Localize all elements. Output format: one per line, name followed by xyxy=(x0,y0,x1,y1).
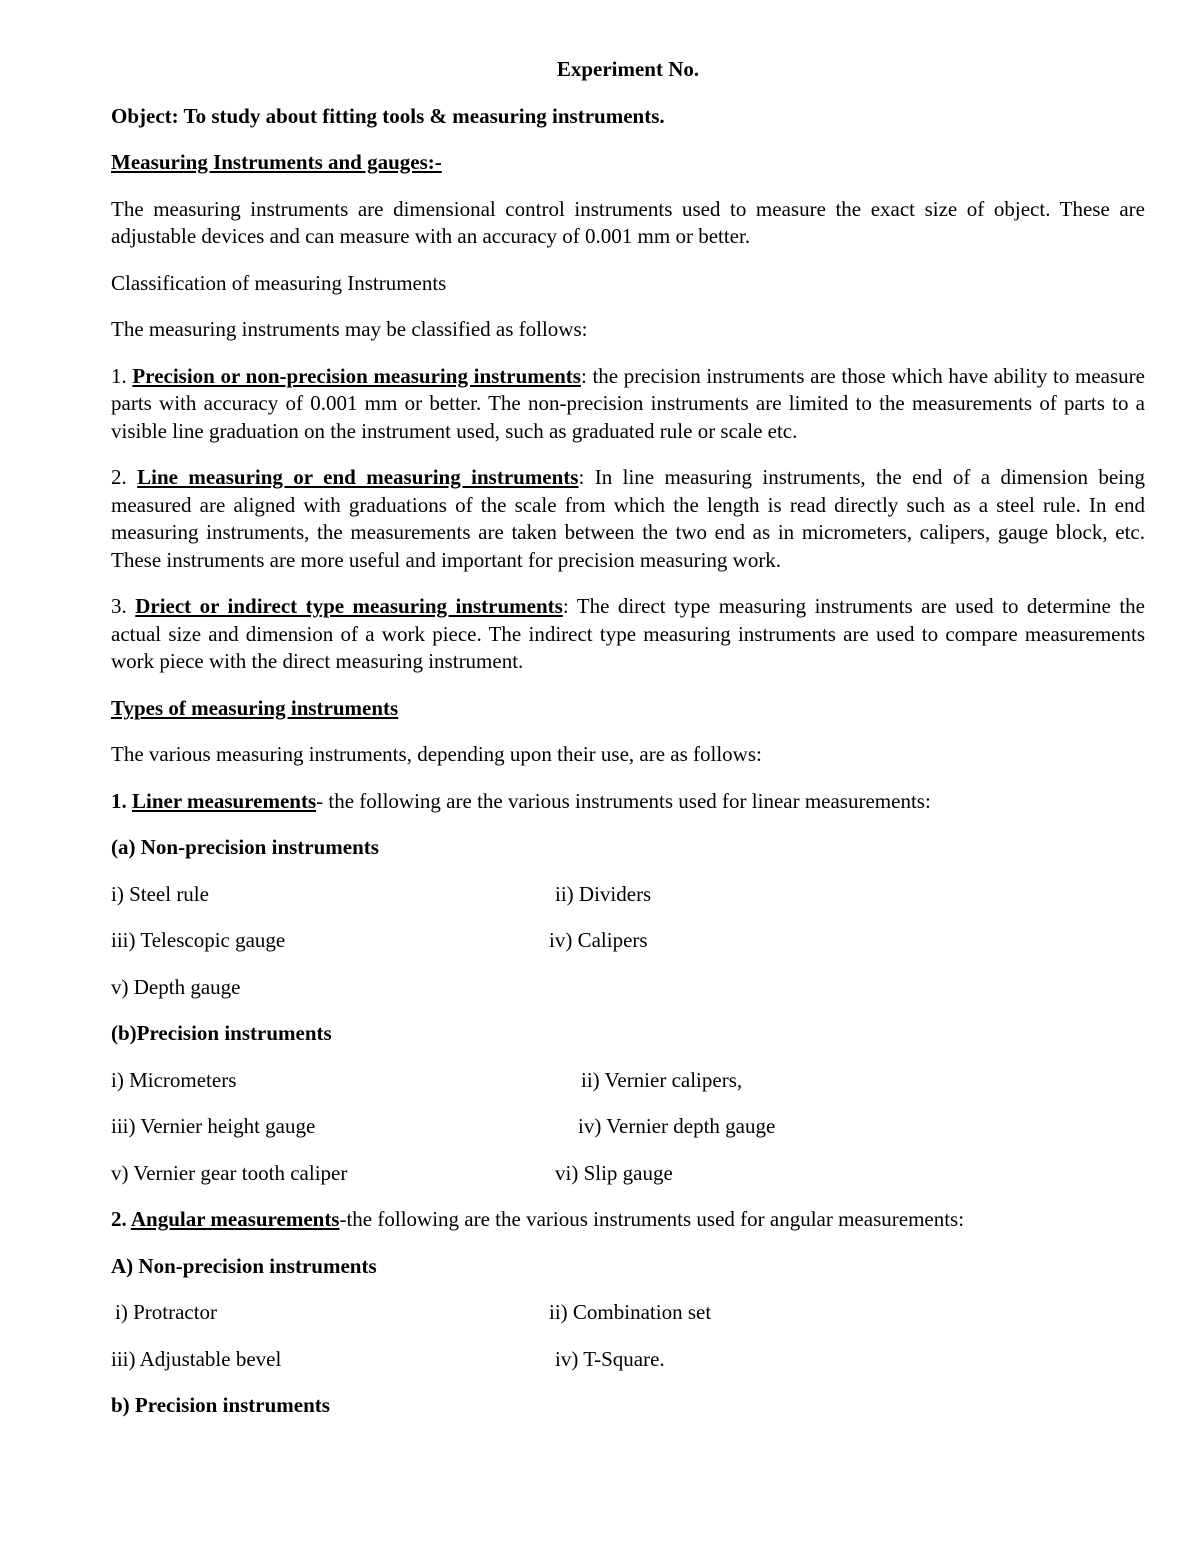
instrument-item: iv) T-Square. xyxy=(555,1346,665,1371)
types-heading: Types of measuring instruments xyxy=(111,695,399,720)
instrument-item: iv) Calipers xyxy=(549,928,648,952)
linear-non-precision-heading: (a) Non-precision instruments xyxy=(111,835,379,859)
instrument-row xyxy=(111,1299,1145,1327)
instrument-row xyxy=(111,927,1145,955)
instrument-row xyxy=(111,1067,1145,1095)
instrument-item: ii) Combination set xyxy=(549,1300,712,1324)
classification-item-2: 2. Line measuring or end measuring instruments: In line measuring instruments, the end of a dimension being measured are aligned with graduations of the scale from which the length is read directly such as a steel rule. In end measuring instruments, the measurements are taken between the two end as in micrometers, calipers, gauge block, etc. These instruments are more useful and important for precision measuring work. xyxy=(111,465,1145,572)
instrument-row xyxy=(111,1113,1145,1141)
instrument-item: ii) Vernier calipers, xyxy=(581,1067,743,1092)
linear-precision-heading: (b)Precision instruments xyxy=(111,1021,332,1045)
instrument-item: i) Protractor xyxy=(115,1300,218,1324)
instrument-item: v) Vernier gear tooth caliper xyxy=(111,1160,348,1185)
classification-heading: Classification of measuring Instruments xyxy=(111,270,447,295)
instrument-item: i) Steel rule xyxy=(111,881,209,906)
classification-term: Driect or indirect type measuring instruments xyxy=(135,594,563,618)
instrument-row xyxy=(111,1346,1145,1374)
classification-term: Line measuring or end measuring instruments xyxy=(137,465,579,489)
intro-paragraph: The measuring instruments are dimensional control instruments used to measure the exact size of object. These are adjustable devices and can measure with an accuracy of 0.001 mm or better. xyxy=(111,196,1145,248)
section-heading-measuring-instruments: Measuring Instruments and gauges:- xyxy=(111,150,442,174)
instrument-row xyxy=(111,1160,1145,1188)
angular-precision-heading: b) Precision instruments xyxy=(111,1393,330,1417)
object-statement: Object: To study about fitting tools & measuring instruments. xyxy=(111,103,665,128)
instrument-item: v) Depth gauge xyxy=(111,974,241,999)
instrument-row xyxy=(111,881,1145,909)
instrument-item: ii) Dividers xyxy=(555,881,652,906)
angular-non-precision-heading: A) Non-precision instruments xyxy=(111,1253,377,1278)
classification-item-1: 1. Precision or non-precision measuring instruments: the precision instruments are those which have ability to measure parts with accuracy of 0.001 mm or better. The non-precision instruments are limited to the measurements of parts to a visible line graduation on the instrument used, such as graduated rule or scale etc. xyxy=(111,363,1145,443)
instrument-item: vi) Slip gauge xyxy=(555,1160,673,1185)
instrument-item: iii) Telescopic gauge xyxy=(111,928,286,952)
types-intro: The various measuring instruments, depending upon their use, are as follows: xyxy=(111,742,762,766)
classification-intro: The measuring instruments may be classified as follows: xyxy=(111,317,588,341)
instrument-item: i) Micrometers xyxy=(111,1067,237,1092)
angular-term: Angular measurements xyxy=(130,1207,340,1231)
instrument-item: iii) Adjustable bevel xyxy=(111,1346,282,1371)
linear-term: Liner measurements xyxy=(132,788,317,813)
classification-term: Precision or non-precision measuring instruments xyxy=(132,363,581,388)
document-page xyxy=(111,56,1145,1439)
instrument-item: iv) Vernier depth gauge xyxy=(578,1114,776,1138)
instrument-row xyxy=(111,974,1145,1002)
instrument-item: iii) Vernier height gauge xyxy=(111,1114,316,1138)
experiment-title: Experiment No. xyxy=(556,57,700,81)
angular-measurements-item: 2. Angular measurements-the following are the various instruments used for angular measurements: xyxy=(111,1207,965,1231)
classification-item-3: 3. Driect or indirect type measuring instruments: The direct type measuring instruments are used to determine the actual size and dimension of a work piece. The indirect type measuring instruments are used to compare measurements work piece with the direct measuring instrument. xyxy=(111,594,1145,673)
linear-measurements-item: 1. Liner measurements- the following are the various instruments used for linear measurements: xyxy=(111,788,931,813)
